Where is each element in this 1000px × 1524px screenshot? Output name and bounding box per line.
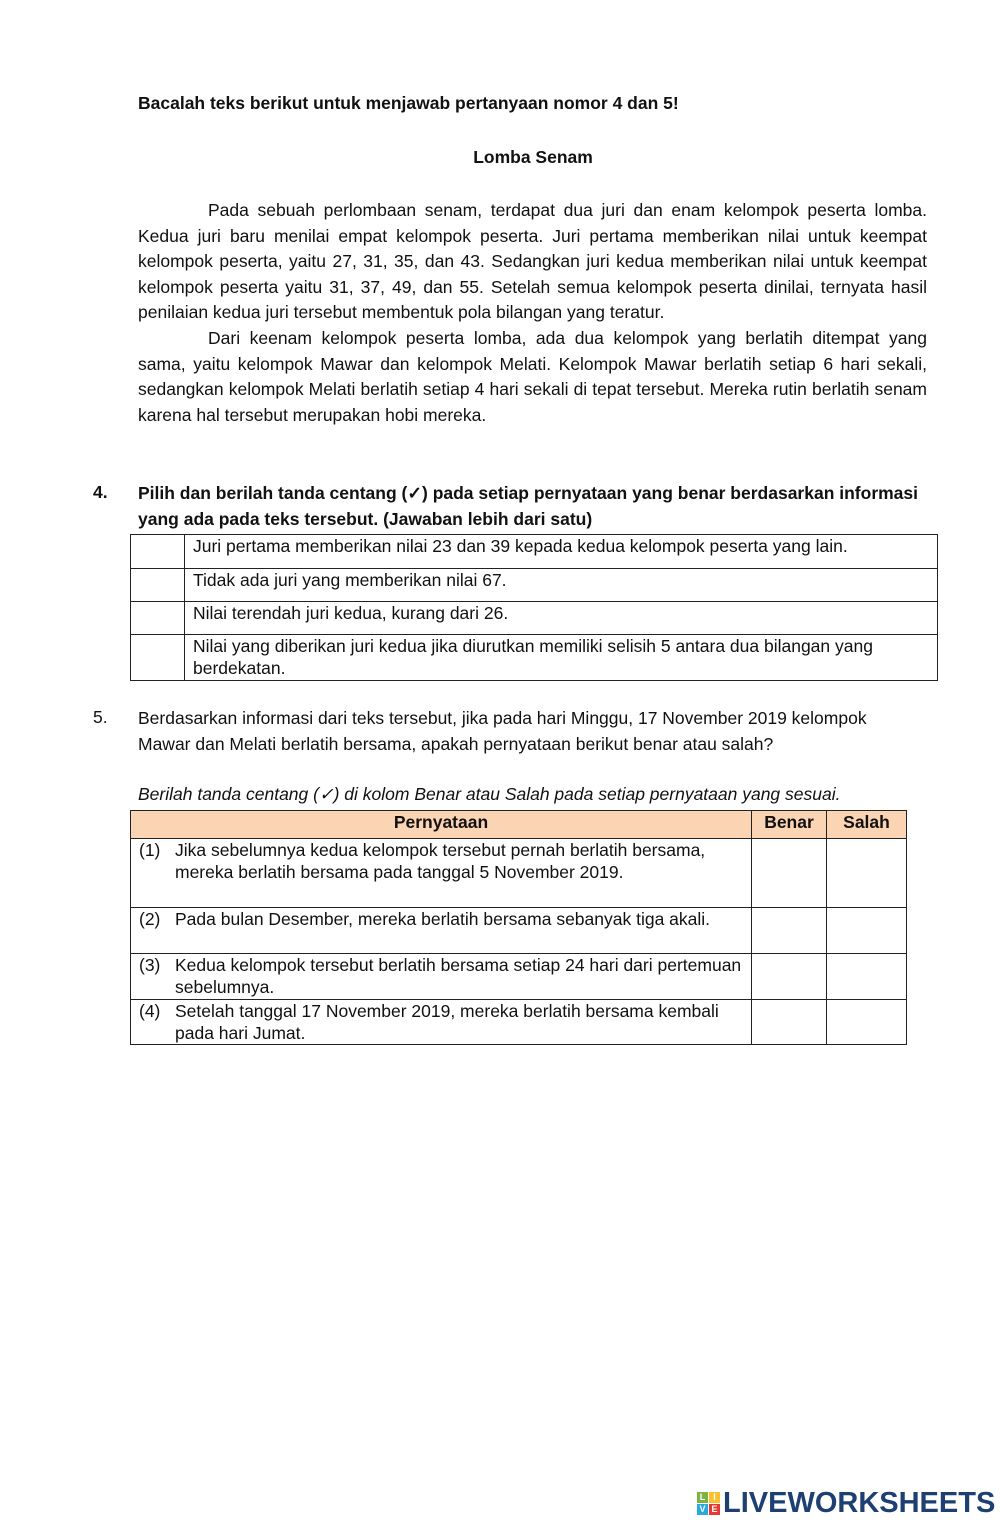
table-header-row — [131, 811, 907, 839]
question-5-table — [130, 810, 907, 1045]
reading-instruction: Bacalah teks berikut untuk menjawab pertanyaan nomor 4 dan 5! — [138, 93, 679, 113]
question-4-text: Pilih dan berilah tanda centang (✓) pada setiap pernyataan yang benar berdasarkan informasi yang ada pada teks tersebut. (Jawaban lebih dari satu) — [138, 483, 919, 529]
question-4-number: 4. — [93, 482, 108, 502]
statement-cell — [131, 1000, 752, 1045]
table-row — [131, 635, 938, 681]
checkbox-cell[interactable] — [131, 535, 185, 569]
passage-paragraph: Dari keenam kelompok peserta lomba, ada dua kelompok yang berlatih ditempat yang sama, yaitu kelompok Mawar dan kelompok Melati. Kelompok Mawar berlatih setiap 6 hari sekali, sedangkan kelompok Melati berlatih setiap 4 hari sekali di tepat tersebut. Mereka rutin berlatih senam karena hal tersebut merupakan hobi mereka. — [138, 327, 927, 425]
table-row — [131, 954, 907, 1000]
logo-tile: L — [697, 1492, 708, 1503]
passage-paragraph: Pada sebuah perlombaan senam, terdapat dua juri dan enam kelompok peserta lomba. Kedua juri baru menilai empat kelompok peserta. Juri pertama memberikan nilai untuk keempat kelompok peserta, yaitu 27, 31, 35, dan 43. Sedangkan juri kedua memberikan nilai untuk keempat kelompok peserta yaitu 31, 37, 49, dan 55. Setelah semua kelompok peserta dinilai, ternyata hasil penilaian kedua juri tersebut membentuk pola bilangan yang teratur. — [138, 200, 927, 323]
liveworksheets-logo — [697, 1487, 995, 1520]
statement-text: Nilai yang diberikan juri kedua jika diurutkan memiliki selisih 5 antara dua bilangan yang berdekatan. — [185, 635, 938, 681]
statement-cell — [131, 954, 752, 1000]
question-4-table — [130, 534, 938, 681]
true-checkbox-cell[interactable] — [752, 954, 827, 1000]
header-false: Salah — [827, 811, 907, 839]
true-checkbox-cell[interactable] — [752, 1000, 827, 1045]
statement-number: (4) — [139, 1001, 161, 1021]
logo-tiles-icon — [697, 1492, 720, 1515]
passage-title: Lomba Senam — [473, 147, 593, 167]
statement-text: Setelah tanggal 17 November 2019, mereka berlatih bersama kembali pada hari Jumat. — [175, 1001, 719, 1043]
false-checkbox-cell[interactable] — [827, 954, 907, 1000]
logo-tile: I — [709, 1492, 720, 1503]
statement-number: (1) — [139, 840, 161, 860]
table-row — [131, 535, 938, 569]
logo-tile: V — [697, 1504, 708, 1515]
passage — [138, 198, 927, 428]
statement-text: Nilai terendah juri kedua, kurang dari 26. — [185, 602, 938, 635]
header-statement: Pernyataan — [131, 811, 752, 839]
true-checkbox-cell[interactable] — [752, 839, 827, 908]
statement-text: Tidak ada juri yang memberikan nilai 67. — [185, 569, 938, 602]
logo-tile: E — [709, 1504, 720, 1515]
question-5-instruction: Berilah tanda centang (✓) di kolom Benar atau Salah pada setiap pernyataan yang sesuai. — [138, 784, 841, 804]
false-checkbox-cell[interactable] — [827, 908, 907, 954]
table-row — [131, 602, 938, 635]
false-checkbox-cell[interactable] — [827, 1000, 907, 1045]
table-row — [131, 839, 907, 908]
statement-text: Juri pertama memberikan nilai 23 dan 39 kepada kedua kelompok peserta yang lain. — [185, 535, 938, 569]
header-true: Benar — [752, 811, 827, 839]
table-row — [131, 569, 938, 602]
question-5-number: 5. — [93, 707, 108, 727]
statement-number: (3) — [139, 955, 161, 975]
checkbox-cell[interactable] — [131, 602, 185, 635]
true-checkbox-cell[interactable] — [752, 908, 827, 954]
table-row — [131, 908, 907, 954]
statement-cell — [131, 908, 752, 954]
logo-text: LIVEWORKSHEETS — [723, 1487, 996, 1519]
table-row — [131, 1000, 907, 1045]
question-5-text: Berdasarkan informasi dari teks tersebut, jika pada hari Minggu, 17 November 2019 kelompok Mawar dan Melati berlatih bersama, apakah pernyataan berikut benar atau salah? — [138, 708, 867, 754]
statement-number: (2) — [139, 909, 161, 929]
checkbox-cell[interactable] — [131, 569, 185, 602]
checkbox-cell[interactable] — [131, 635, 185, 681]
false-checkbox-cell[interactable] — [827, 839, 907, 908]
statement-text: Jika sebelumnya kedua kelompok tersebut pernah berlatih bersama, mereka berlatih bersama pada tanggal 5 November 2019. — [175, 840, 706, 882]
statement-cell — [131, 839, 752, 908]
statement-text: Kedua kelompok tersebut berlatih bersama setiap 24 hari dari pertemuan sebelumnya. — [175, 955, 742, 997]
statement-text: Pada bulan Desember, mereka berlatih bersama sebanyak tiga akali. — [175, 909, 711, 929]
